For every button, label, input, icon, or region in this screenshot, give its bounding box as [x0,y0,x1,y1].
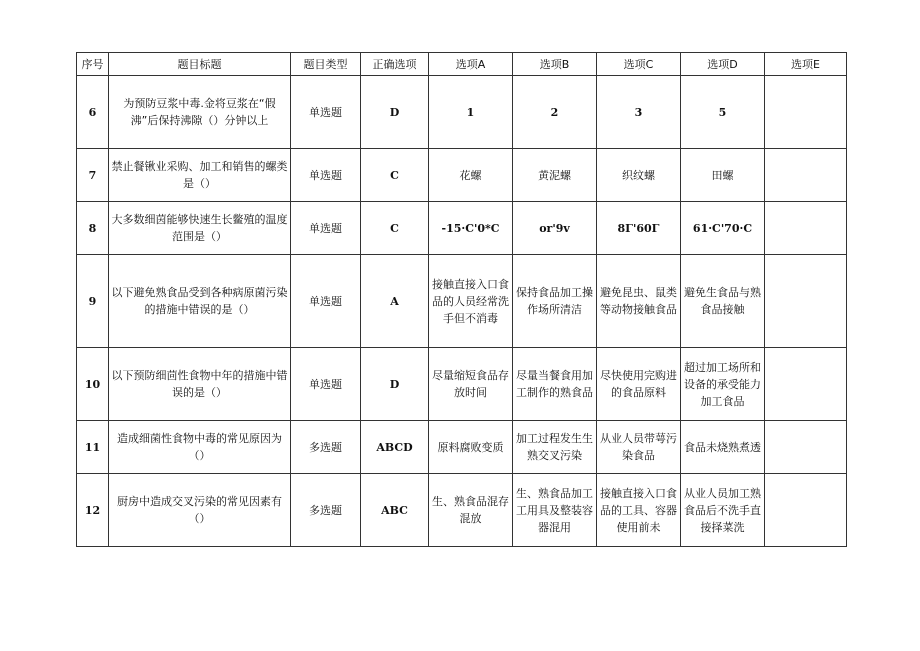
question-type: 多选题 [291,421,361,474]
header-option-e: 选项E [765,53,847,76]
header-option-d: 选项D [681,53,765,76]
option-a: 1 [429,76,513,149]
row-index: 11 [77,421,109,474]
correct-answer: C [361,202,429,255]
option-d: 食品未烧熟煮透 [681,421,765,474]
quiz-table [76,52,847,547]
question-type: 单选题 [291,202,361,255]
question-type: 单选题 [291,76,361,149]
header-option-b: 选项B [513,53,597,76]
option-e [765,474,847,547]
option-a: 生、熟食品混存混放 [429,474,513,547]
table-row [77,474,847,547]
question-title: 以下预防细茴性食物中年的措施中错误的是（） [109,348,291,421]
correct-answer: C [361,149,429,202]
option-e [765,421,847,474]
table-row [77,202,847,255]
question-title: 厨房中造成交叉污染的常见因素有（） [109,474,291,547]
option-e [765,76,847,149]
header-option-c: 选项C [597,53,681,76]
option-d: 61·C'70·C [681,202,765,255]
correct-answer: D [361,348,429,421]
row-index: 9 [77,255,109,348]
option-d: 避免生食品与熟食品接触 [681,255,765,348]
option-b: 保持食品加工操作场所清洁 [513,255,597,348]
row-index: 12 [77,474,109,547]
option-b: 生、熟食品加工工用具及整装容器混用 [513,474,597,547]
option-e [765,348,847,421]
option-b: 尽量当餐食用加工制作的熟食品 [513,348,597,421]
option-a: -15·C'0*C [429,202,513,255]
option-a: 花螺 [429,149,513,202]
option-e [765,149,847,202]
header-type: 题目类型 [291,53,361,76]
table-row [77,348,847,421]
option-d: 5 [681,76,765,149]
option-c: 尽快使用完购进的食品原料 [597,348,681,421]
option-a: 接触直接入口食品的人员经常洗手但不消毒 [429,255,513,348]
row-index: 8 [77,202,109,255]
question-type: 单选题 [291,149,361,202]
option-d: 从业人员加工熟食品后不洗手直接择菜洗 [681,474,765,547]
option-b: 加工过程发生生熟交叉污染 [513,421,597,474]
option-c: 3 [597,76,681,149]
header-option-a: 选项A [429,53,513,76]
row-index: 10 [77,348,109,421]
correct-answer: ABCD [361,421,429,474]
option-d: 田螺 [681,149,765,202]
option-c: 避免昆虫、鼠类等动物接触食品 [597,255,681,348]
correct-answer: D [361,76,429,149]
row-index: 6 [77,76,109,149]
question-type: 单选题 [291,255,361,348]
header-row [77,53,847,76]
correct-answer: ABC [361,474,429,547]
option-b: or'9v [513,202,597,255]
option-c: 8Γ'60Γ [597,202,681,255]
question-type: 单选题 [291,348,361,421]
header-answer: 正确选项 [361,53,429,76]
correct-answer: A [361,255,429,348]
question-title: 造成细菌性食物中毒的常见原因为（） [109,421,291,474]
table-row [77,76,847,149]
header-title: 题目标题 [109,53,291,76]
question-title: 为预防豆浆中毒.金将豆浆在“假沸”后保持沸隙（）分钟以上 [109,76,291,149]
question-title: 以下避免熟食品受到各种病原菌污染的措施中错误的是（） [109,255,291,348]
option-b: 黄泥螺 [513,149,597,202]
table-row [77,255,847,348]
option-c: 从业人员带萼污染食品 [597,421,681,474]
option-d: 超过加工场所和设备的承受能力加工食品 [681,348,765,421]
question-title: 大多数细茵能够快速生长鳖殖的温度范围是（） [109,202,291,255]
option-e [765,202,847,255]
option-c: 接触直接入口食品的工具、容器使用前未 [597,474,681,547]
option-b: 2 [513,76,597,149]
option-a: 尽量缩短食品存放时间 [429,348,513,421]
question-type: 多选题 [291,474,361,547]
option-a: 原料腐败变质 [429,421,513,474]
header-index: 序号 [77,53,109,76]
row-index: 7 [77,149,109,202]
table-row [77,149,847,202]
question-title: 禁止餐锹业采购、加工和销售的螺类是（） [109,149,291,202]
option-e [765,255,847,348]
table-row [77,421,847,474]
option-c: 织纹螺 [597,149,681,202]
